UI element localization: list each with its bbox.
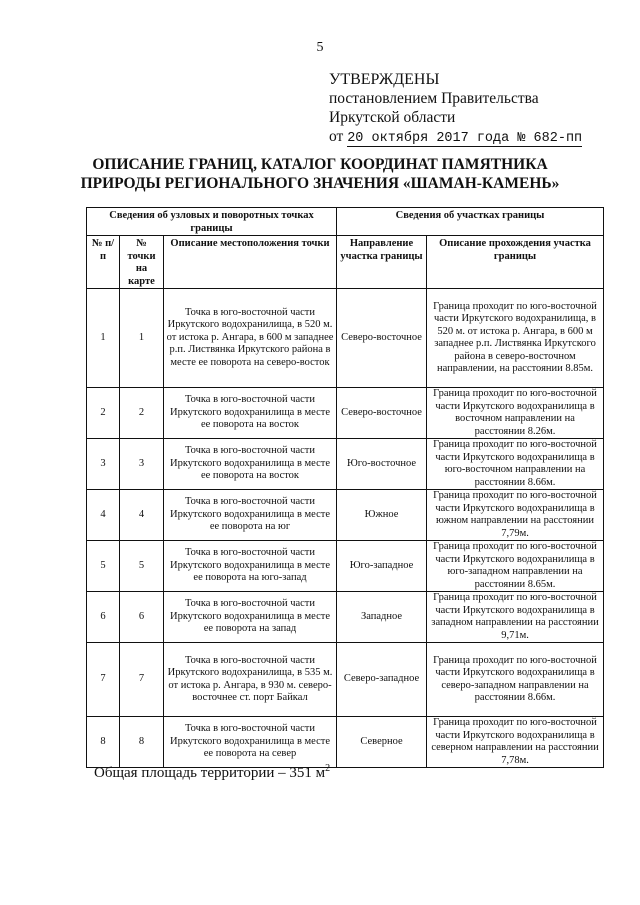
page-number: 5 (316, 40, 324, 55)
cell-num: 1 (87, 289, 120, 388)
cell-num: 7 (87, 643, 120, 717)
col-header-num: № п/п (87, 236, 120, 289)
cell-location: Точка в юго-восточной части Иркутского водохранилища в месте ее поворота на запад (164, 592, 337, 643)
col-header-passage: Описание прохождения участка границы (427, 236, 604, 289)
cell-map-point: 5 (120, 541, 164, 592)
table-row (87, 643, 604, 717)
cell-location: Точка в юго-восточной части Иркутского водохранилища, в 535 м. от истока р. Ангара, в 930 м. северо-восточнее ст. порт Байкал (164, 643, 337, 717)
col-header-map-point: № точки на карте (120, 236, 164, 289)
total-area-text: Общая площадь территории – 351 м (94, 765, 326, 781)
group-header-sections: Сведения об участках границы (337, 208, 604, 236)
approval-heading: УТВЕРЖДЕНЫ (329, 71, 440, 88)
cell-num: 8 (87, 717, 120, 768)
col-header-location: Описание местоположения точки (164, 236, 337, 289)
cell-passage: Граница проходит по юго-восточной части Иркутского водохранилища в западном направлении на расстоянии 9,71м. (427, 592, 604, 643)
title-line-2: ПРИРОДЫ РЕГИОНАЛЬНОГО ЗНАЧЕНИЯ «ШАМАН-КАМЕНЬ» (80, 175, 560, 192)
cell-direction: Северо-восточное (337, 388, 427, 439)
cell-passage: Граница проходит по юго-восточной части Иркутского водохранилища в южном направлении на расстоянии 7,79м. (427, 490, 604, 541)
cell-location: Точка в юго-восточной части Иркутского водохранилища, в 520 м. от истока р. Ангара, в 600 м западнее р.п. Листвянка Иркутского района в месте ее поворота на северо-восток (164, 289, 337, 388)
cell-location: Точка в юго-восточной части Иркутского водохранилища в месте ее поворота на север (164, 717, 337, 768)
table-row (87, 592, 604, 643)
total-area-superscript: 2 (325, 763, 331, 774)
cell-direction: Северное (337, 717, 427, 768)
cell-passage: Граница проходит по юго-восточной части Иркутского водохранилища в юго-западном направлении на расстоянии 8.65м. (427, 541, 604, 592)
total-area (94, 763, 330, 782)
document-title (60, 155, 580, 193)
cell-num: 6 (87, 592, 120, 643)
table-row (87, 541, 604, 592)
cell-num: 5 (87, 541, 120, 592)
approval-line-decree: постановлением Правительства (329, 90, 539, 107)
cell-direction: Юго-восточное (337, 439, 427, 490)
cell-passage: Граница проходит по юго-восточной части Иркутского водохранилища в северо-западном направлении на расстоянии 8.66м. (427, 643, 604, 717)
table-row (87, 490, 604, 541)
group-header-nodes: Сведения об узловых и поворотных точках границы (87, 208, 337, 236)
cell-location: Точка в юго-восточной части Иркутского водохранилища в месте ее поворота на восток (164, 388, 337, 439)
cell-map-point: 4 (120, 490, 164, 541)
approval-date-value: 20 октября 2017 года № 682-пп (347, 131, 583, 146)
cell-passage: Граница проходит по юго-восточной части Иркутского водохранилища в восточном направлении на расстоянии 8.26м. (427, 388, 604, 439)
table-row (87, 439, 604, 490)
table-row (87, 289, 604, 388)
approval-date-prefix: от (329, 128, 344, 145)
cell-map-point: 2 (120, 388, 164, 439)
cell-map-point: 7 (120, 643, 164, 717)
cell-map-point: 6 (120, 592, 164, 643)
table-row (87, 388, 604, 439)
cell-direction: Северо-западное (337, 643, 427, 717)
cell-location: Точка в юго-восточной части Иркутского водохранилища в месте ее поворота на восток (164, 439, 337, 490)
table-row (87, 717, 604, 768)
cell-map-point: 3 (120, 439, 164, 490)
approval-line-region: Иркутской области (329, 109, 456, 126)
cell-direction: Северо-восточное (337, 289, 427, 388)
cell-map-point: 8 (120, 717, 164, 768)
col-header-direction: Направление участка границы (337, 236, 427, 289)
cell-num: 4 (87, 490, 120, 541)
cell-location: Точка в юго-восточной части Иркутского водохранилища в месте ее поворота на юг (164, 490, 337, 541)
cell-direction: Юго-западное (337, 541, 427, 592)
cell-num: 2 (87, 388, 120, 439)
approval-date-line (329, 127, 582, 148)
cell-num: 3 (87, 439, 120, 490)
approval-block (329, 70, 582, 148)
cell-passage: Граница проходит по юго-восточной части Иркутского водохранилища в северном направлении на расстоянии 7,78м. (427, 717, 604, 768)
cell-map-point: 1 (120, 289, 164, 388)
cell-location: Точка в юго-восточной части Иркутского водохранилища в месте ее поворота на юго-запад (164, 541, 337, 592)
boundary-table (86, 207, 604, 768)
title-line-1: ОПИСАНИЕ ГРАНИЦ, КАТАЛОГ КООРДИНАТ ПАМЯТНИКА (92, 156, 548, 173)
cell-direction: Западное (337, 592, 427, 643)
cell-passage: Граница проходит по юго-восточной части Иркутского водохранилища, в 520 м. от истока р. Ангара, в 600 м западнее р.п. Листвянка Иркутского района в северо-восточном направлении, на расстоянии 8.85м. (427, 289, 604, 388)
cell-direction: Южное (337, 490, 427, 541)
cell-passage: Граница проходит по юго-восточной части Иркутского водохранилища в юго-восточном направлении на расстоянии 8.66м. (427, 439, 604, 490)
